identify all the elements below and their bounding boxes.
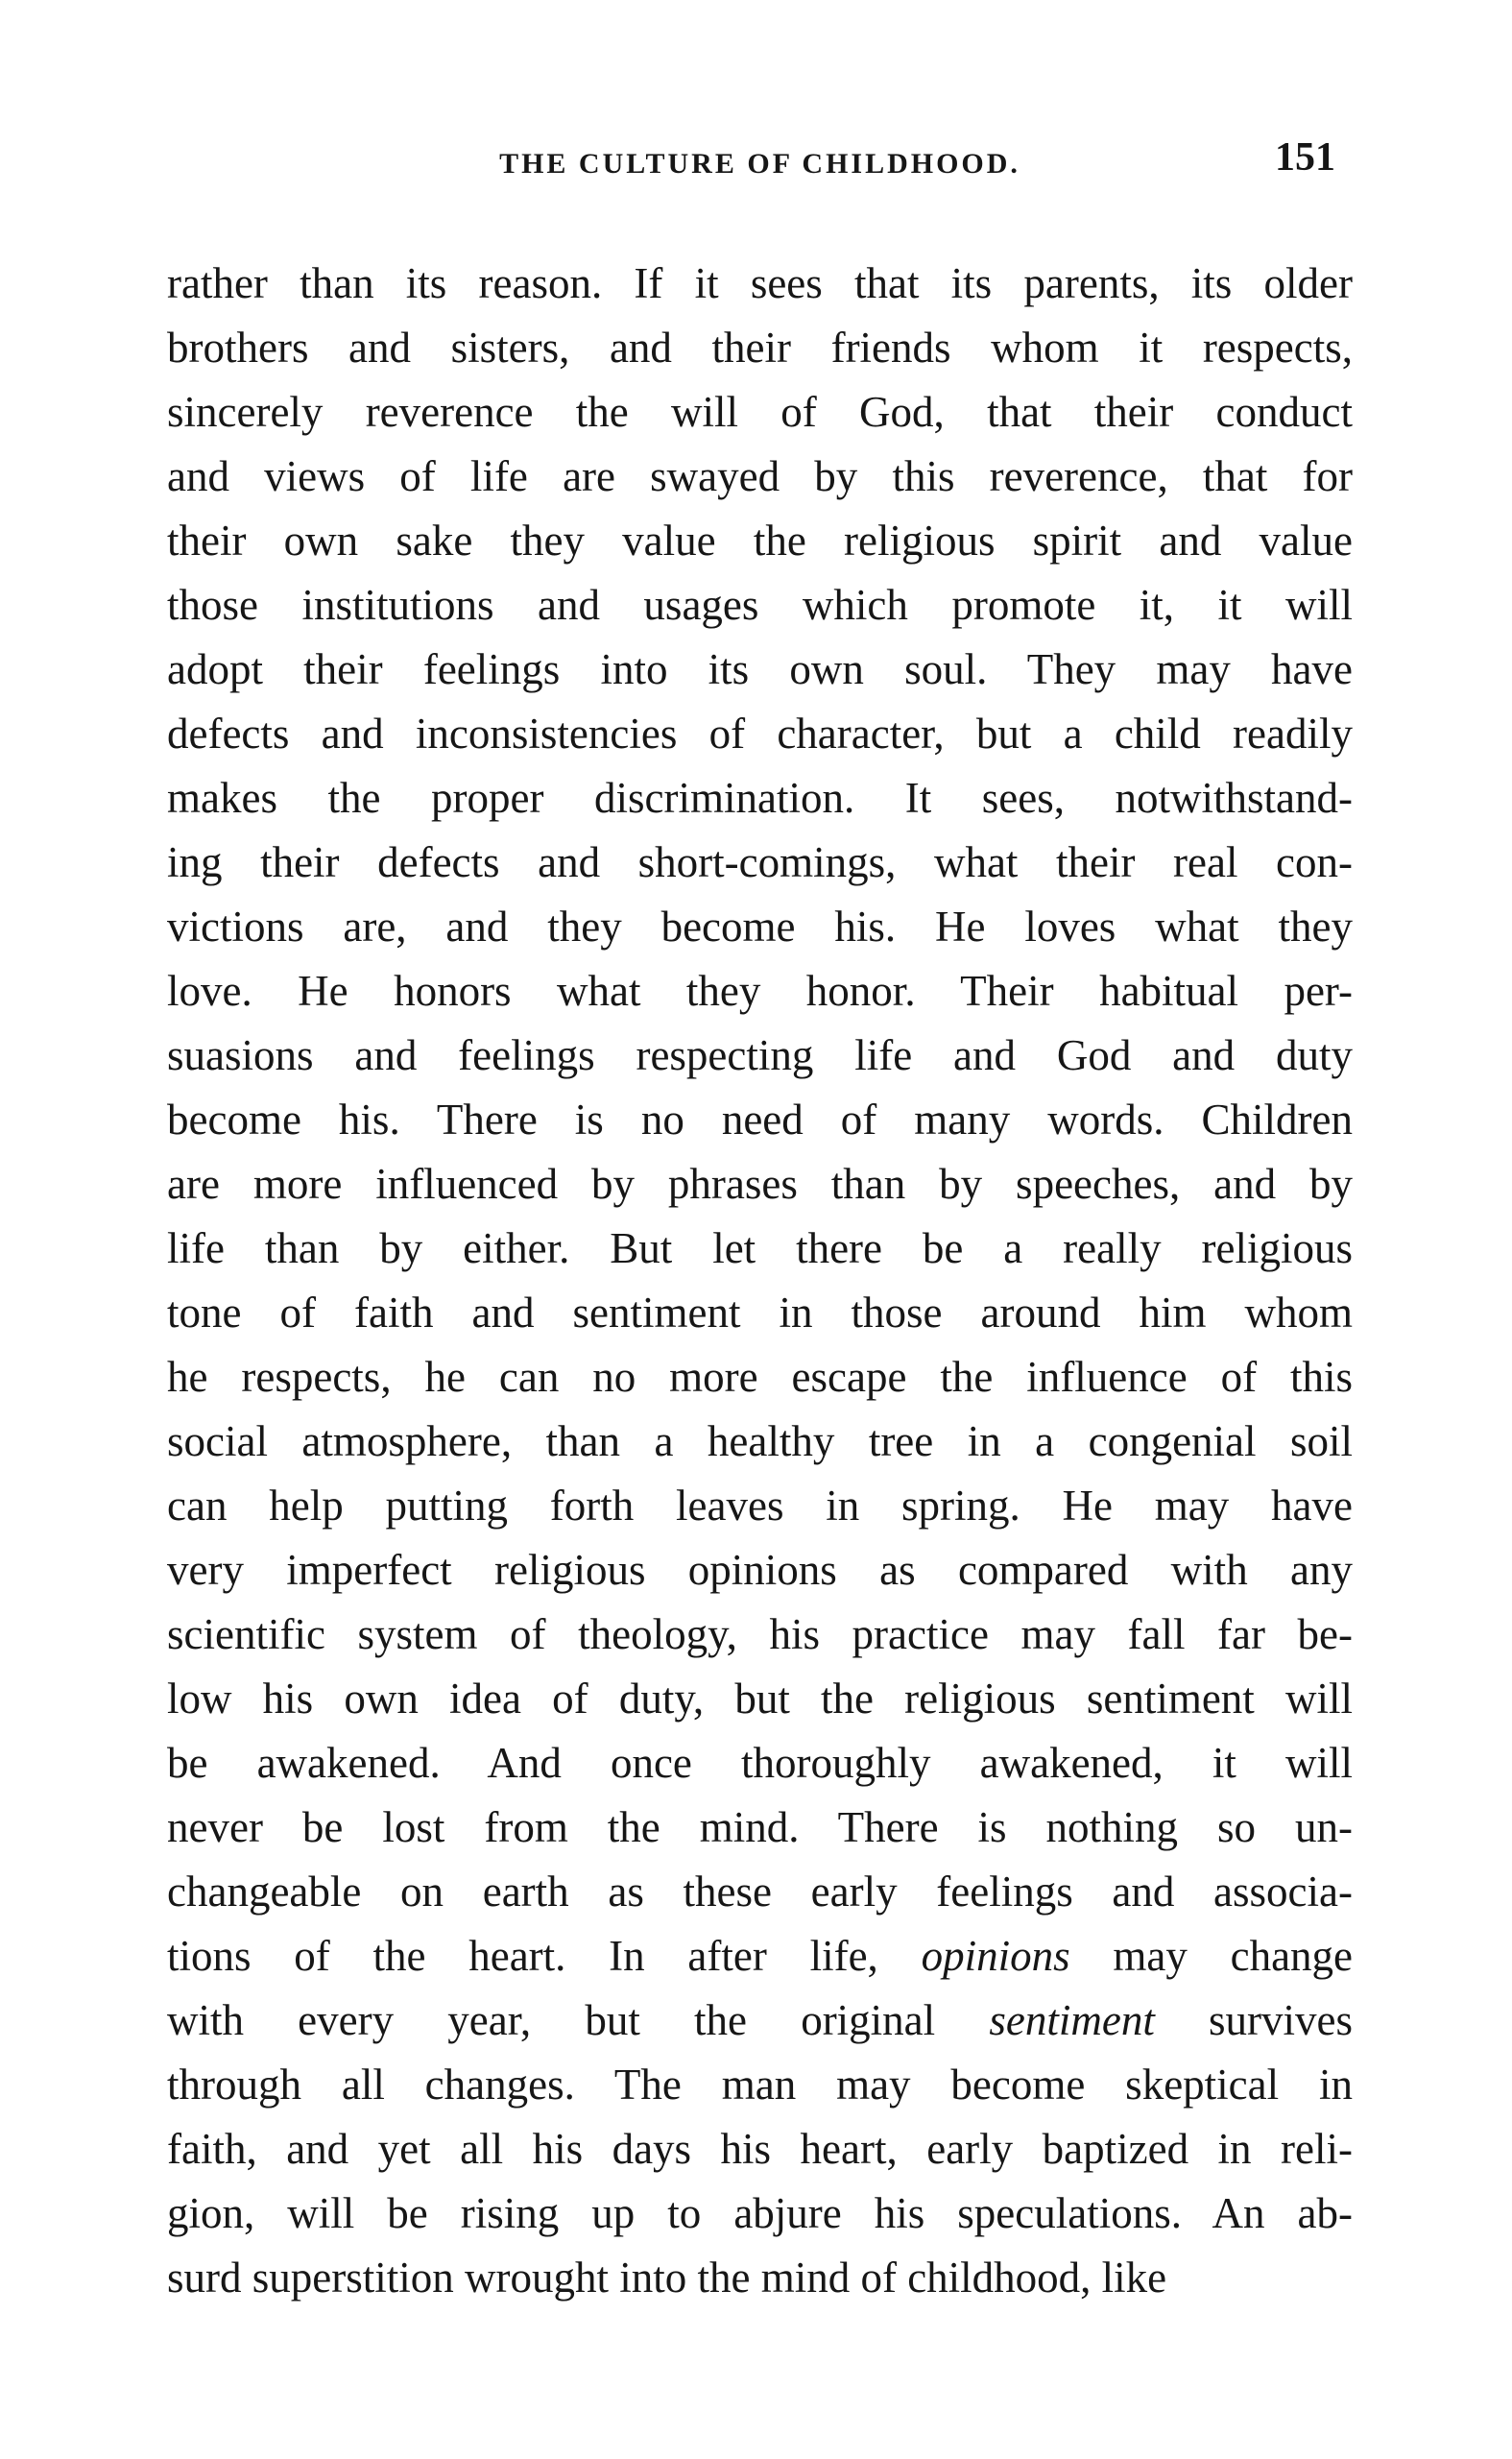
text-line-28	[167, 1989, 1353, 2053]
text-line-6: those institutions and usages which promote it, it will	[167, 581, 1353, 629]
running-title: THE CULTURE OF CHILDHOOD.	[499, 148, 1020, 180]
text-line-25: never be lost from the mind. There is nothing so un-	[167, 1803, 1353, 1851]
text-line-12: love. He honors what they honor. Their habitual per-	[167, 967, 1353, 1015]
text-line-29: through all changes. The man may become skeptical in	[167, 2061, 1353, 2109]
text-line-31: gion, will be rising up to abjure his speculations. An ab-	[167, 2189, 1353, 2237]
text-line-20: can help putting forth leaves in spring. He may have	[167, 1482, 1353, 1530]
text-line-27-start: tions of the heart. In after life,	[167, 1932, 878, 1980]
text-line-13: suasions and feelings respecting life and God and duty	[167, 1031, 1353, 1079]
text-line-27-end: may change	[1113, 1932, 1353, 1980]
page-number: 151	[1275, 135, 1335, 180]
text-line-28-end: survives	[1209, 1996, 1353, 2044]
text-line-21: very imperfect religious opinions as compared with any	[167, 1546, 1353, 1594]
italic-sentiment: sentiment	[989, 1996, 1155, 2044]
text-line-11: victions are, and they become his. He loves what they	[167, 903, 1353, 951]
text-line-5: their own sake they value the religious spirit and value	[167, 517, 1353, 565]
text-line-19: social atmosphere, than a healthy tree in a congenial soil	[167, 1417, 1353, 1465]
text-line-1: rather than its reason. If it sees that its parents, its older	[167, 259, 1353, 307]
text-line-22: scientific system of theology, his practice may fall far be-	[167, 1610, 1353, 1658]
body-text	[167, 252, 1353, 2310]
text-line-27	[167, 1924, 1353, 1989]
text-line-7: adopt their feelings into its own soul. They may have	[167, 645, 1353, 693]
text-line-24: be awakened. And once thoroughly awakened, it will	[167, 1739, 1353, 1787]
text-line-10: ing their defects and short-comings, what their real con-	[167, 838, 1353, 886]
text-line-26: changeable on earth as these early feelings and associa-	[167, 1868, 1353, 1916]
text-line-28-start: with every year, but the original	[167, 1996, 936, 2044]
italic-opinions: opinions	[921, 1932, 1070, 1980]
text-line-2: brothers and sisters, and their friends whom it respects,	[167, 324, 1353, 372]
text-line-32: surd superstition wrought into the mind of childhood, like	[167, 2254, 1167, 2302]
text-line-4: and views of life are swayed by this reverence, that for	[167, 452, 1353, 500]
text-line-18: he respects, he can no more escape the influence of this	[167, 1353, 1353, 1401]
running-header	[167, 134, 1353, 192]
text-line-17: tone of faith and sentiment in those around him whom	[167, 1289, 1353, 1337]
text-line-16: life than by either. But let there be a really religious	[167, 1224, 1353, 1272]
text-line-30: faith, and yet all his days his heart, early baptized in reli-	[167, 2125, 1353, 2173]
text-line-15: are more influenced by phrases than by speeches, and by	[167, 1160, 1353, 1208]
text-line-3: sincerely reverence the will of God, that their conduct	[167, 388, 1353, 436]
text-line-23: low his own idea of duty, but the religious sentiment will	[167, 1675, 1353, 1723]
text-line-14: become his. There is no need of many words. Children	[167, 1096, 1353, 1144]
text-line-9: makes the proper discrimination. It sees, notwithstand-	[167, 774, 1353, 822]
text-line-8: defects and inconsistencies of character, but a child readily	[167, 710, 1353, 758]
